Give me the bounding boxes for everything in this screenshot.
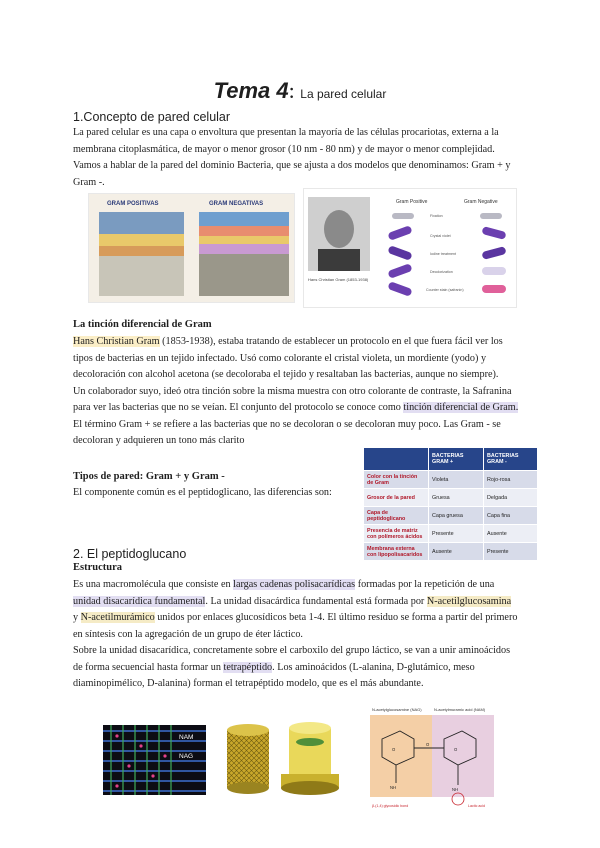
- table-header-gram-pos: BACTERIAS GRAM +: [429, 448, 484, 471]
- chemical-structure-illustration: [352, 703, 512, 815]
- gram-stain-figure: [303, 188, 517, 308]
- table-header-empty: [364, 448, 429, 471]
- table-cell-label: Grosor de la pared: [364, 489, 429, 507]
- mesh-label-nag: NAG: [179, 753, 194, 760]
- table-cell-label: Color con la tinción de Gram: [364, 471, 429, 489]
- step-2: Crystal violet: [430, 234, 451, 238]
- table-cell-label: Presencia de matriz con polímeros ácidos: [364, 525, 429, 543]
- label-gram-neg: GRAM NEGATIVAS: [209, 201, 264, 207]
- tincion-line-1: (1853-1938), estaba tratando de establecer un protocolo en el que fuera fácil ver los: [159, 336, 503, 347]
- tincion-line-2: tipos de bacterias en un tejido infectado. Usó como colorante el cristal violeta, un mordiente (yodo) y: [73, 352, 487, 364]
- comparison-table: [363, 447, 538, 561]
- mesh-label-nam: NAM: [179, 734, 194, 741]
- table-cell: Violeta: [429, 471, 484, 489]
- table-cell-label: Capa de peptidoglicano: [364, 507, 429, 525]
- table-cell: Ausente: [483, 525, 537, 543]
- s2-line-1a: Es una macromolécula que consiste en: [73, 579, 234, 590]
- s2-line-4: en síntesis con la agregación de un grupo de éter láctico.: [73, 628, 303, 640]
- table-row: [364, 543, 538, 561]
- col-gram-negative: Gram Negative: [464, 199, 498, 205]
- s2-line-6a: de forma secuencial hasta formar un: [73, 661, 224, 673]
- s1-line-3: Vamos a hablar de la pared del dominio Bacteria, que se ajusta a dos modelos que denominamos: Gram + y: [73, 160, 511, 171]
- nam-highlight: N-acetilmurámico: [80, 612, 155, 623]
- step-1: Fixation: [430, 214, 443, 218]
- largas-cadenas-highlight: largas cadenas polisacarídicas: [233, 579, 356, 590]
- tipos-heading: Tipos de pared: Gram + y Gram -: [73, 471, 225, 482]
- section1-heading: 1.Concepto de pared celular: [73, 110, 231, 124]
- s1-line-2: membrana citoplasmática, de mayor o menor grosor (10 nm - 80 nm) y de mayor o menor complejidad.: [73, 143, 495, 155]
- s2-line-3a: y: [73, 612, 81, 623]
- table-row: [364, 489, 538, 507]
- s2-line-3b: unidos por enlaces glucosídicos beta 1-4. El último residuo se forma a partir del primero: [154, 612, 518, 623]
- tipos-text: El componente común es el peptidoglicano, las diferencias son:: [73, 487, 332, 498]
- step-3: Iodine treatment: [430, 252, 456, 256]
- s1-line-4: Gram -.: [73, 176, 105, 188]
- tincion-line-3: decoloración con alcohol acetona (se decoloraba el tejido y resaltaban las bacterias, aunque no siempre).: [73, 369, 499, 380]
- section1-paragraph: [73, 125, 535, 191]
- label-gram-pos: GRAM POSITIVAS: [107, 201, 159, 207]
- title-colon: :: [288, 78, 295, 103]
- col-gram-positive: Gram Positive: [396, 199, 428, 205]
- estructura-heading: Estructura: [73, 562, 122, 573]
- section2-paragraph: [73, 577, 535, 693]
- chem-label-nag: N-acetylglucosamine (NAG): [372, 707, 422, 712]
- table-cell: Capa fina: [483, 507, 537, 525]
- gram-wall-illustration: [89, 194, 294, 302]
- tincion-heading: La tinción diferencial de Gram: [73, 319, 212, 330]
- table-cell: Ausente: [429, 543, 484, 561]
- s2-line-6b: . Los aminoácidos (L-alanina, D-glutámico, meso: [272, 661, 475, 673]
- table-header-gram-neg: BACTERIAS GRAM -: [483, 448, 537, 471]
- page-title: [0, 78, 600, 104]
- s2-line-2b: . La unidad disacárdica fundamental está formada por: [205, 595, 427, 607]
- tincion-line-7: decoloran y adquieren un tono más clarito: [73, 435, 245, 446]
- title-main: Tema 4: [213, 78, 289, 103]
- table-cell: Delgada: [483, 489, 537, 507]
- step-4: Decolorization: [430, 270, 453, 274]
- svg-text:O: O: [454, 747, 458, 752]
- s2-line-7: diaminopimélico, D-alanina) forman el tetrapéptido modelo, que es el más abundante.: [73, 678, 424, 689]
- section2-heading: 2. El peptidoglucano: [73, 547, 187, 561]
- tincion-line-5: para ver las bacterias que no se veían. El conjunto del protocolo se conoce como: [73, 402, 404, 413]
- gram-wall-figure: [88, 193, 295, 303]
- table-cell: Presente: [483, 543, 537, 561]
- table-cell: Capa gruesa: [429, 507, 484, 525]
- table-header-row: [364, 448, 538, 471]
- tetrapeptido-highlight: tetrapéptido: [223, 661, 273, 673]
- chem-label-nam: N-acetylmuramic acid (NAM): [434, 707, 486, 712]
- s2-line-1b: formadas por la repetición de una: [355, 579, 495, 590]
- peptidoglycan-mesh-figure: [103, 725, 206, 795]
- table-row: [364, 525, 538, 543]
- tincion-line-6: El término Gram + se refiere a las bacterias que no se decoloran o se decoloran muy poco. Las Gram - se: [73, 418, 501, 430]
- tincion-line-4: Un colaborador suyo, ideó otra tinción sobre la misma muestra con otro colorante de contraste, la Safranina: [73, 385, 512, 397]
- table-cell: Rojo-rosa: [483, 471, 537, 489]
- hans-gram-highlight: Hans Christian Gram: [73, 336, 160, 347]
- svg-text:NH: NH: [452, 787, 459, 792]
- step-5: Counter stain (safranin): [426, 288, 464, 292]
- table-cell: Gruesa: [429, 489, 484, 507]
- svg-text:O: O: [392, 747, 396, 752]
- chem-label-bond: β-(1,4) glycosidic bond: [372, 804, 409, 808]
- table-cell: Presente: [429, 525, 484, 543]
- table-row: [364, 507, 538, 525]
- gram-photo-caption: Hans Christian Gram (1853-1938): [308, 277, 369, 282]
- table-cell-label: Membrana externa con lipopolisacaridos: [364, 543, 429, 561]
- gram-stain-illustration: [304, 189, 516, 307]
- svg-text:NH: NH: [390, 785, 397, 790]
- unidad-disacaridica-highlight: unidad disacarídica fundamental: [73, 595, 206, 607]
- nag-highlight: N-acetilglucosamina: [426, 595, 512, 607]
- cylinder-figure: [219, 718, 344, 800]
- tincion-paragraph: [73, 334, 535, 450]
- svg-text:O: O: [426, 742, 430, 747]
- s2-line-5: Sobre la unidad disacarídica, concretamente sobre el carboxilo del grupo láctico, se van a unir aminoácidos: [73, 645, 511, 656]
- tincion-diferencial-highlight: tinción diferencial de Gram.: [403, 402, 519, 413]
- title-sub: La pared celular: [300, 87, 387, 101]
- chem-label-lactic: Lactic acid: [468, 804, 485, 808]
- table-row: [364, 471, 538, 489]
- chemical-structure-figure: [352, 703, 512, 815]
- mesh-illustration: [103, 725, 206, 795]
- cylinder-illustration: [219, 718, 344, 800]
- s1-line-1: La pared celular es una capa o envoltura que presentan la mayoría de las células procariotas, externa a la: [73, 127, 499, 138]
